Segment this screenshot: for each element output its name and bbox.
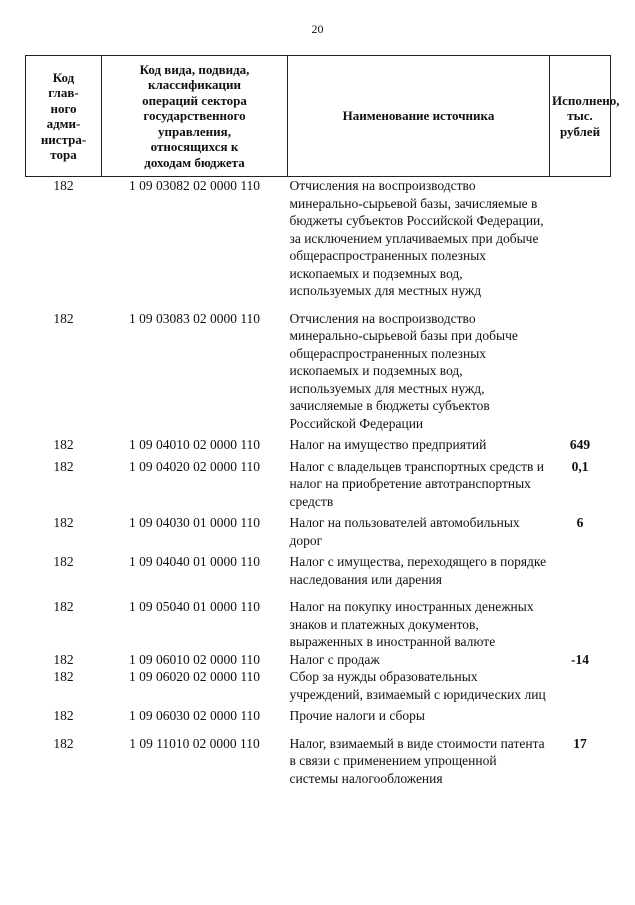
table-row (26, 707, 611, 735)
table-row (26, 177, 611, 310)
admin-code-cell: 182 (53, 310, 74, 326)
table-row (26, 598, 611, 651)
executed-value-cell (550, 177, 611, 310)
source-name-cell: Налог с владельцев транспортных средств и налог на приобретение автотранспортных средств (289, 458, 544, 509)
table-row (26, 668, 611, 707)
classification-code-cell: 1 09 06030 02 0000 110 (128, 708, 261, 723)
table-row (26, 651, 611, 669)
admin-code-cell: 182 (53, 735, 74, 751)
classification-code-cell: 1 09 06020 02 0000 110 (128, 669, 261, 684)
classification-code-cell: 1 09 04020 02 0000 110 (128, 458, 261, 474)
table-row (26, 553, 611, 598)
revenue-sources-table (25, 55, 620, 787)
source-name-cell: Отчисления на воспроизводство минерально-сырьевой базы при добыче общераспространенных полезных ископаемых и подземных вод, используемых для местных нужд, зачисляемые в бюджеты субъектов Российской Федерации (289, 310, 518, 431)
executed-value-cell (550, 553, 611, 598)
table-row (26, 458, 611, 515)
admin-code-cell: 182 (53, 708, 74, 723)
classification-code-cell: 1 09 06010 02 0000 110 (128, 651, 261, 667)
admin-code-cell: 182 (53, 651, 74, 667)
executed-value-cell: 6 (576, 515, 584, 530)
executed-value-cell: 0,1 (571, 458, 589, 474)
table-row (26, 310, 611, 437)
executed-value-cell (550, 310, 611, 437)
executed-value-cell (550, 707, 611, 735)
source-name-cell: Налог на имущество предприятий (289, 437, 487, 452)
executed-value-cell: 649 (569, 437, 591, 452)
source-name-cell: Налог с продаж (289, 651, 380, 667)
admin-code-cell: 182 (53, 178, 74, 193)
classification-code-cell: 1 09 11010 02 0000 110 (129, 735, 260, 751)
header-source-name: Наименование источника (288, 56, 550, 177)
source-name-cell: Прочие налоги и сборы (289, 708, 425, 723)
source-name-cell: Налог на пользователей автомобильных дорог (289, 515, 520, 548)
classification-code-cell: 1 09 04040 01 0000 110 (128, 554, 261, 569)
table-row (26, 436, 611, 458)
executed-value-cell (550, 668, 611, 707)
source-name-cell: Налог, взимаемый в виде стоимости патента в связи с применением упрощенной системы налогообложения (289, 735, 545, 786)
classification-code-cell: 1 09 04030 01 0000 110 (128, 515, 261, 530)
source-name-cell: Налог на покупку иностранных денежных знаков и платежных документов, выраженных в иностранной валюте (289, 599, 534, 649)
executed-value-cell: -14 (571, 651, 589, 667)
admin-code-cell: 182 (53, 669, 74, 684)
classification-code-cell: 1 09 05040 01 0000 110 (128, 599, 261, 614)
table-row (26, 514, 611, 553)
admin-code-cell: 182 (53, 554, 74, 569)
header-admin-code: Код глав- ного адми- нистра- тора (26, 56, 102, 177)
source-name-cell: Налог с имущества, переходящего в порядке наследования или дарения (289, 554, 547, 587)
admin-code-cell: 182 (53, 599, 74, 614)
source-name-cell: Сбор за нужды образовательных учреждений, взимаемый с юридических лиц (289, 669, 546, 702)
executed-value-cell (550, 598, 611, 651)
source-name-cell: Отчисления на воспроизводство минерально-сырьевой базы, зачисляемые в бюджеты субъектов Российской Федерации, за исключением уплачиваемых при добыче общераспространенных полезных ископаемых и подземных вод, используемых для местных нужд (289, 178, 544, 298)
table-header-row (26, 56, 611, 177)
header-executed: Исполнено, тыс. рублей (550, 56, 611, 177)
admin-code-cell: 182 (53, 458, 74, 474)
executed-value-cell: 17 (573, 735, 587, 751)
table-row (26, 735, 611, 788)
classification-code-cell: 1 09 03082 02 0000 110 (128, 178, 261, 193)
classification-code-cell: 1 09 04010 02 0000 110 (128, 437, 261, 452)
classification-code-cell: 1 09 03083 02 0000 110 (128, 310, 261, 326)
header-type-code: Код вида, подвида, классификации операций сектора государственного управления, относящихся к доходам бюджета (102, 56, 288, 177)
admin-code-cell: 182 (53, 515, 74, 530)
page-number: 20 (311, 22, 324, 36)
admin-code-cell: 182 (53, 437, 74, 452)
